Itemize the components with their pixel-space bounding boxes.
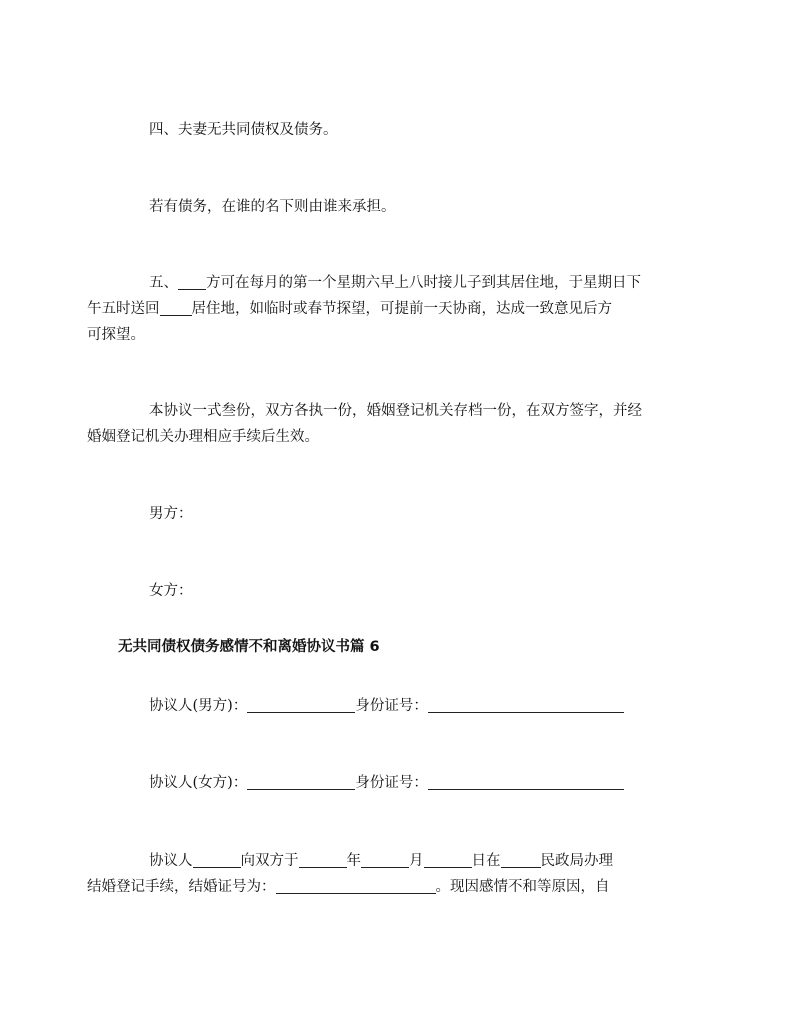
blank-parties: [193, 849, 241, 868]
visitation-text-2: 午五时送回: [87, 301, 160, 317]
party-female-id-label: 身份证号：: [355, 775, 428, 791]
paragraph-no-joint-debt: 四、夫妻无共同债权及债务。: [149, 122, 338, 138]
blank-month: [361, 849, 409, 868]
party-male-line: [118, 693, 680, 719]
blank-female-name: [247, 771, 355, 790]
party-male-label: 协议人(男方)：: [149, 698, 248, 714]
section-heading: 无共同债权债务感情不和离婚协议书篇 6: [118, 639, 380, 655]
party-female-line: [118, 770, 680, 796]
reg-text-5: 日在: [471, 853, 501, 869]
blank-certificate-no: [276, 875, 436, 894]
blank-male-id: [428, 694, 624, 713]
reg-text-8: 。现因感情不和等原因，自: [435, 879, 610, 895]
paragraph-marriage-registration: [87, 848, 680, 900]
signature-woman-label: 女方：: [149, 583, 193, 599]
blank-female-id: [428, 771, 624, 790]
copies-line-2: 婚姻登记机关办理相应手续后生效。: [87, 429, 319, 445]
party-female-label: 协议人(女方)：: [149, 775, 248, 791]
visitation-text-3: 居住地，如临时或春节探望，可提前一天协商，达成一致意见后方: [191, 301, 612, 317]
blank-day: [424, 849, 472, 868]
paragraph-debt-bearer: 若有债务，在谁的名下则由谁来承担。: [149, 199, 396, 215]
clause-number: 五、: [149, 275, 178, 291]
blank-bureau: [501, 849, 541, 868]
reg-text-7: 结婚登记手续，结婚证号为：: [87, 879, 276, 895]
blank-party-2: [160, 297, 192, 316]
blank-party-1: [178, 271, 206, 290]
reg-text-2: 向双方于: [240, 853, 299, 869]
visitation-text-1: 方可在每月的第一个星期六早上八时接儿子到其居住地，于星期日下: [206, 275, 641, 291]
paragraph-copies: [87, 398, 680, 450]
party-male-id-label: 身份证号：: [355, 698, 428, 714]
blank-male-name: [247, 694, 355, 713]
reg-text-6: 民政局办理: [540, 853, 613, 869]
visitation-line-2: [87, 296, 612, 322]
reg-text-4: 月: [409, 853, 424, 869]
visitation-text-4: 可探望。: [87, 327, 145, 343]
copies-line-1: 本协议一式叁份，双方各执一份，婚姻登记机关存档一份，在双方签字，并经: [149, 403, 642, 419]
reg-line-2: [87, 874, 610, 900]
paragraph-visitation: [87, 270, 680, 348]
reg-text-1: 协议人: [149, 853, 193, 869]
reg-text-3: 年: [346, 853, 361, 869]
blank-year: [299, 849, 347, 868]
signature-man-label: 男方：: [149, 506, 193, 522]
